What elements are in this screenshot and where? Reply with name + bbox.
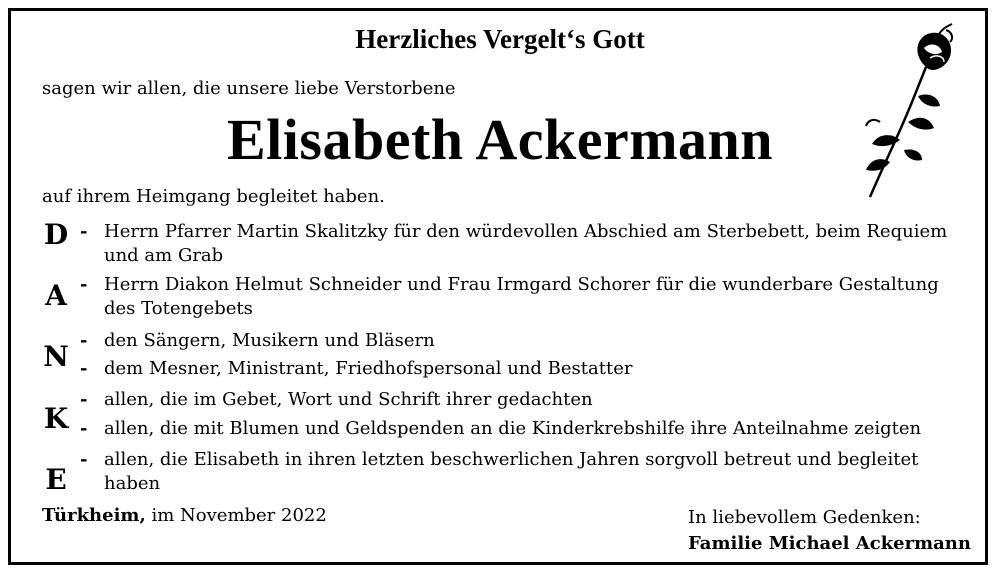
closing-block <box>688 505 971 557</box>
thanks-item-text: dem Mesner, Ministrant, Friedhofspersonal und Bestatter <box>104 358 633 379</box>
place: Türkheim, <box>42 505 146 526</box>
dash-marker: - <box>80 418 88 439</box>
thanks-item <box>80 220 980 268</box>
thanks-item <box>80 448 980 496</box>
dash-marker: - <box>80 358 88 379</box>
thanks-item-text: den Sängern, Musikern und Bläsern <box>104 330 435 351</box>
thanks-item <box>80 273 980 321</box>
thanks-letter-k: K <box>43 402 69 435</box>
thanks-item <box>80 357 980 381</box>
thanks-letter-e: E <box>45 463 67 496</box>
thanks-item <box>80 388 980 412</box>
thanks-letter-a: A <box>45 279 67 312</box>
dash-marker: - <box>80 274 88 295</box>
date: im November 2022 <box>151 505 327 526</box>
thanks-item-text: allen, die mit Blumen und Geldspenden an die Kinderkrebshilfe ihre Anteilnahme zeigten <box>104 418 922 439</box>
thanks-letter-d: D <box>43 218 69 251</box>
dash-marker: - <box>80 330 88 351</box>
thanks-item <box>80 329 980 353</box>
thanks-item <box>80 417 980 441</box>
thanks-item-text: Herrn Diakon Helmut Schneider und Frau Irmgard Schorer für die wunderbare Gestaltung des Totengebets <box>104 274 939 319</box>
thanks-item-text: Herrn Pfarrer Martin Skalitzky für den würdevollen Abschied am Sterbebett, beim Requiem und am Grab <box>104 221 948 266</box>
closing-phrase: In liebevollem Gedenken: <box>688 507 921 528</box>
rose-icon <box>860 22 960 200</box>
dash-marker: - <box>80 221 88 242</box>
dash-marker: - <box>80 389 88 410</box>
dash-marker: - <box>80 449 88 470</box>
outro-line: auf ihrem Heimgang begleitet haben. <box>42 186 385 207</box>
thanks-item-text: allen, die im Gebet, Wort und Schrift ihrer gedachten <box>104 389 593 410</box>
thanks-item-text: allen, die Elisabeth in ihren letzten beschwerlichen Jahren sorgvoll betreut und begleitet haben <box>104 449 919 494</box>
notice-title: Herzliches Vergelt‘s Gott <box>355 24 645 54</box>
intro-line: sagen wir allen, die unsere liebe Verstorbene <box>42 78 456 99</box>
deceased-name: Elisabeth Ackermann <box>226 107 774 172</box>
family-signature: Familie Michael Ackermann <box>688 533 971 554</box>
thanks-letter-n: N <box>43 340 69 373</box>
place-date <box>42 505 327 526</box>
